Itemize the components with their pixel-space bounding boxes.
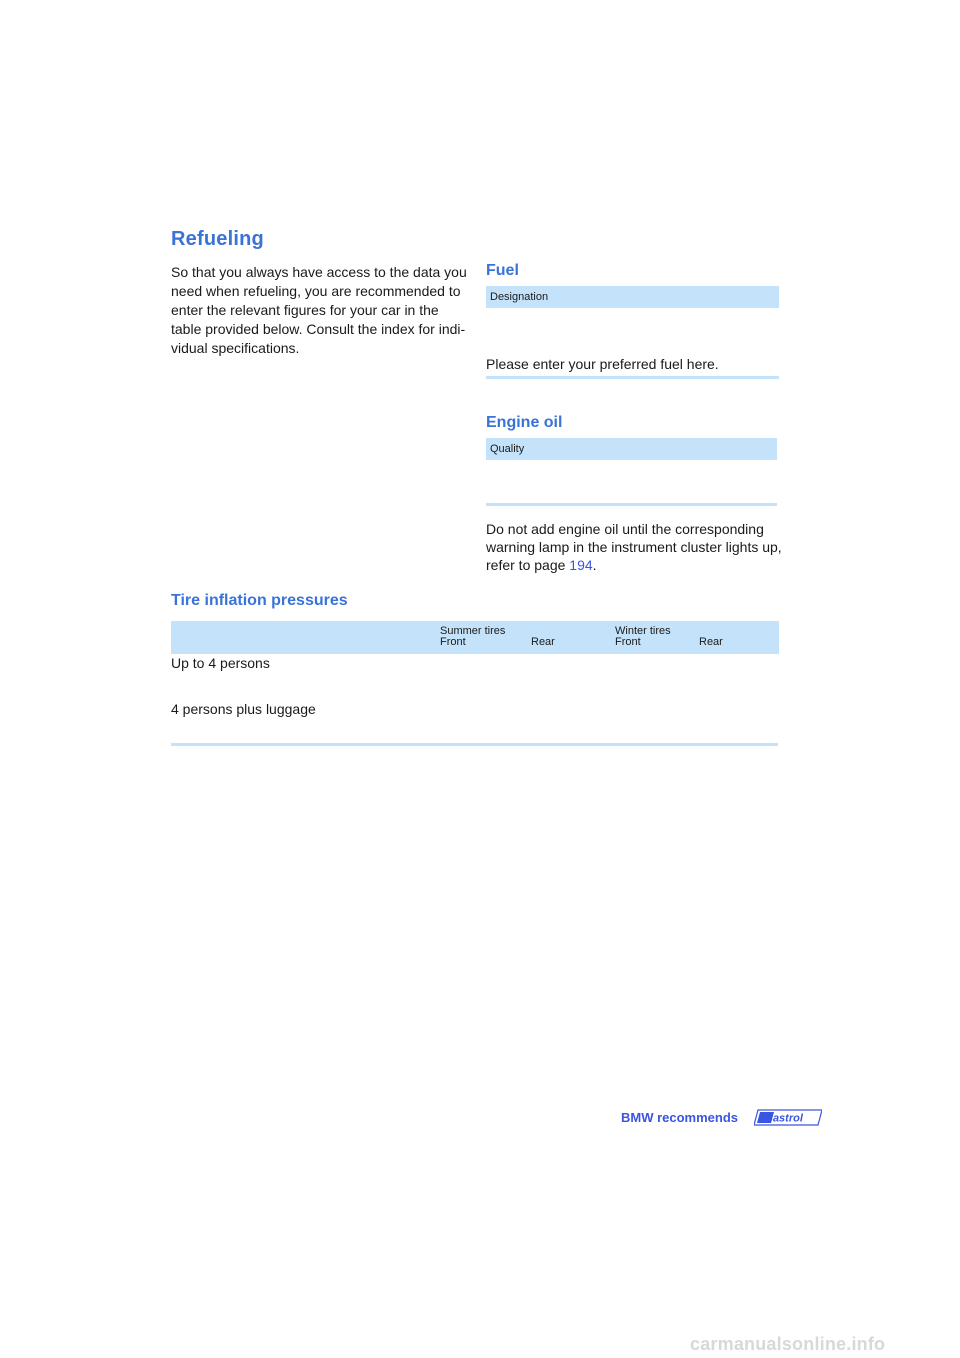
intro-line: table provided below. Consult the index for indi- bbox=[171, 321, 466, 337]
intro-line: vidual specifications. bbox=[171, 340, 300, 356]
engine-oil-table-header bbox=[486, 438, 777, 460]
tire-row-label: 4 persons plus luggage bbox=[171, 701, 316, 717]
engine-oil-heading: Engine oil bbox=[486, 414, 563, 431]
page-ref-suffix: . bbox=[592, 557, 597, 573]
summer-front-label: Front bbox=[440, 636, 466, 648]
engine-oil-note-line bbox=[486, 556, 782, 574]
intro-line: need when refueling, you are recommended to bbox=[171, 283, 461, 299]
page-ref-prefix: refer to page bbox=[486, 557, 570, 573]
castrol-logo bbox=[754, 1109, 822, 1126]
intro-line: enter the relevant figures for your car in the bbox=[171, 302, 439, 318]
engine-oil-note bbox=[486, 520, 782, 574]
fuel-designation-label: Designation bbox=[490, 291, 549, 303]
tire-row-label: Up to 4 persons bbox=[171, 655, 270, 671]
intro-line: So that you always have access to the data you bbox=[171, 264, 467, 280]
intro-paragraph bbox=[171, 263, 471, 358]
engine-oil-note-line: Do not add engine oil until the corresponding bbox=[486, 521, 764, 537]
winter-tires-label: Winter tires bbox=[615, 625, 671, 637]
engine-oil-table-rule bbox=[486, 503, 777, 506]
tire-table-header bbox=[171, 621, 779, 654]
tire-table-rule bbox=[171, 743, 778, 746]
bmw-recommends-text: BMW recommends bbox=[621, 1110, 739, 1125]
winter-rear-label: Rear bbox=[699, 636, 723, 648]
engine-oil-quality-label: Quality bbox=[490, 443, 525, 455]
winter-front-label: Front bbox=[615, 636, 641, 648]
tire-pressures-heading: Tire inflation pressures bbox=[171, 592, 348, 609]
summer-rear-label: Rear bbox=[531, 636, 555, 648]
watermark: carmanualsonline.info bbox=[690, 1334, 886, 1354]
engine-oil-note-line: warning lamp in the instrument cluster lights up, bbox=[486, 539, 782, 555]
fuel-table-header bbox=[486, 286, 779, 308]
page-title: Refueling bbox=[171, 228, 264, 250]
fuel-note: Please enter your preferred fuel here. bbox=[486, 356, 719, 372]
page-ref-link[interactable]: 194 bbox=[569, 557, 593, 573]
summer-tires-label: Summer tires bbox=[440, 625, 506, 637]
fuel-table-rule bbox=[486, 376, 779, 379]
svg-text:Castrol: Castrol bbox=[765, 1112, 803, 1125]
fuel-heading: Fuel bbox=[486, 262, 519, 279]
